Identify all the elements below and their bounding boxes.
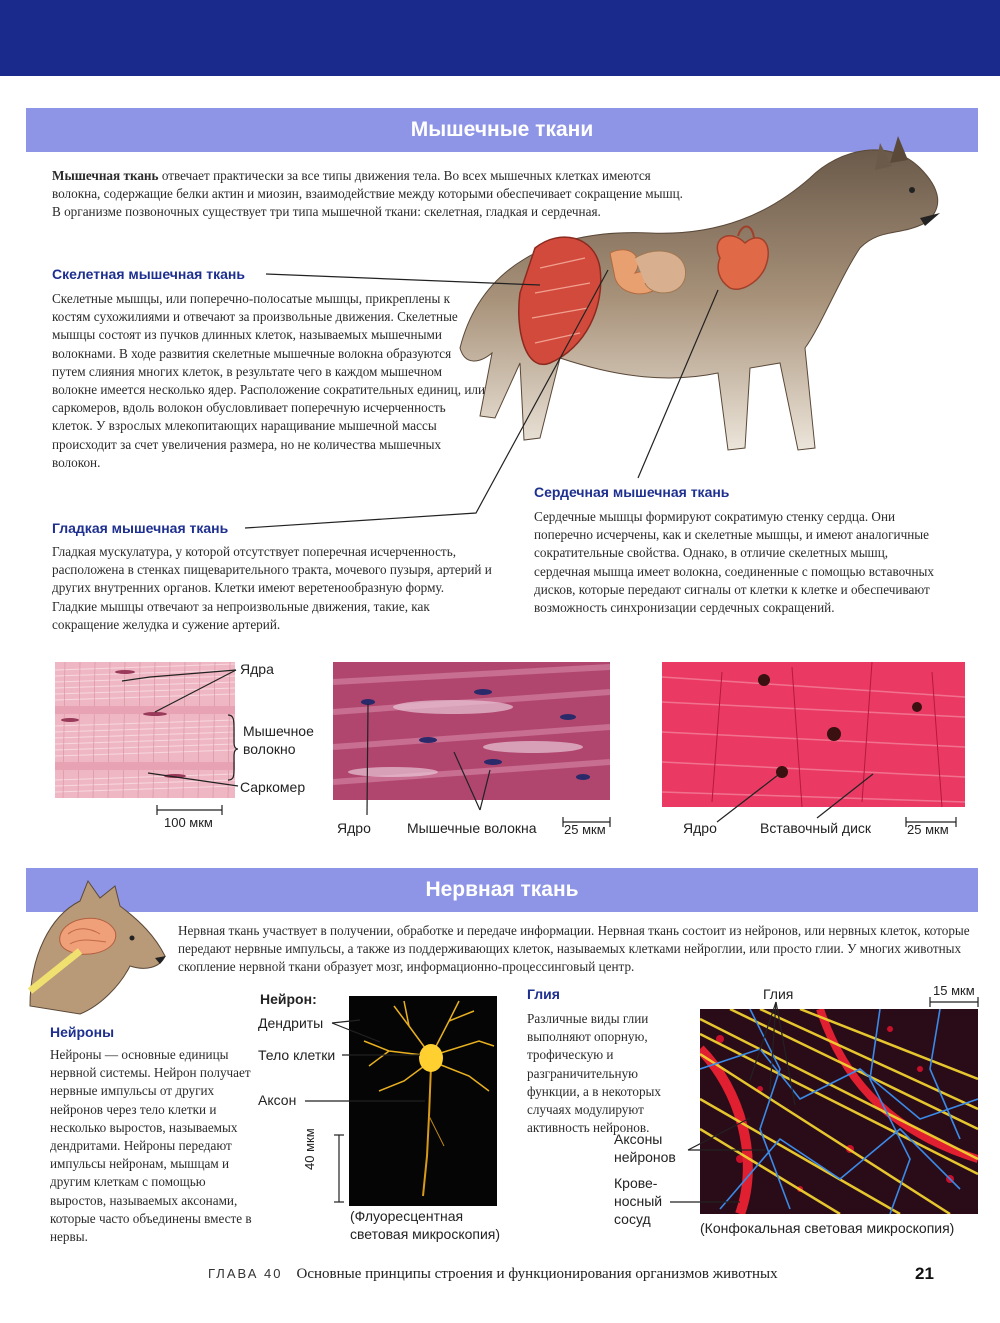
label-sarcomere: Саркомер bbox=[240, 779, 306, 795]
footer-title: Основные принципы строения и функционирования организмов животных bbox=[296, 1266, 778, 1282]
fibers-leader-1 bbox=[454, 752, 480, 810]
smooth-micrograph-leaders bbox=[330, 660, 620, 840]
label-nucleus-cardiac: Ядро bbox=[683, 820, 717, 836]
cardiac-micrograph-leaders bbox=[660, 660, 970, 840]
label-nucleus-smooth: Ядро bbox=[337, 820, 371, 836]
glia-heading: Глия bbox=[527, 986, 560, 1002]
label-vessel-2: носный bbox=[614, 1193, 663, 1209]
smooth-leader-line bbox=[245, 270, 608, 528]
scale-label-25-a: 25 мкм bbox=[564, 822, 606, 837]
nucleus-leader bbox=[367, 704, 368, 815]
label-axons-1: Аксоны bbox=[614, 1131, 663, 1147]
smooth-text: Гладкая мускулатура, у которой отсутствует поперечная исчерченность, расположена в стенках пищеварительного тракта, мочевого пузыря, артерий и других внутренних органов. Клетки имеют веретенообразную форму. Гладкие мышцы отвечают за непроизвольные движения, такие, как сокращение желудка и сужение артерий. bbox=[52, 544, 492, 632]
muscle-intro-body: отвечает практически за все типы движения тела. Во всех мышечных клетках имеются волокна, содержащие белки актин и миозин, взаимодействие между которыми обеспечивает сокращение мышц. В организме позвоночных существует три типа мышечной ткани: скелетная, гладкая и сердечная. bbox=[52, 168, 683, 220]
disc-leader bbox=[817, 774, 873, 818]
label-cell-body: Тело клетки bbox=[258, 1047, 336, 1063]
label-muscle-fiber-2: волокно bbox=[243, 741, 296, 757]
label-axons-2: нейронов bbox=[614, 1149, 676, 1165]
nerve-intro-text: Нервная ткань участвует в получении, обработке и передаче информации. Нервная ткань состоит из нейронов, или нервных клеток, которые передают нервные импульсы, а также из поддерживающих клеток, называемых клетками нейроглии, или просто глии. У многих животных скопление нервной ткани образует мозг, информационно-процессинговый центр. bbox=[178, 923, 970, 975]
fibers-leader-2 bbox=[480, 770, 490, 810]
neuron-caption-2: световая микроскопия) bbox=[350, 1226, 501, 1242]
label-intercalated-disc: Вставочный диск bbox=[760, 820, 872, 836]
cardiac-heading: Сердечная мышечная ткань bbox=[534, 484, 730, 500]
scale-label-15: 15 мкм bbox=[933, 983, 975, 998]
glia-caption: (Конфокальная световая микроскопия) bbox=[700, 1220, 955, 1236]
scale-label-100: 100 мкм bbox=[164, 815, 213, 830]
skeletal-text: Скелетные мышцы, или поперечно-полосатые мышцы, прикреплены к костям сухожилиями и отвечают за произвольные движения. Скелетные мышцы состоят из пучков длинных клеток, называемых мышечными волокнами. В ходе развития скелетные мышечные волокна образуются путем слияния многих клеток, в результате чего в каждом мышечном волокне имеется несколько ядер. Расположение сократительных единиц, или саркомеров, вдоль волокон обусловливает поперечную исчерченность клеток. У взрослых млекопитающих наращивание мышечной массы происходит за счет увеличения размера, но не количества мышечных волокон. bbox=[52, 291, 486, 470]
label-vessel-3: сосуд bbox=[614, 1211, 651, 1227]
skeletal-leader-line bbox=[266, 274, 540, 285]
cardiac-text: Сердечные мышцы формируют сократимую стенку сердца. Они поперечно исчерчены, как и скелетные мышцы, и имеют аналогичные сократительные свойства. Однако, в отличие скелетных мышц, сердечная мышца имеет волокна, соединенные с помощью вставочных дисков, которые передают сигналы от клетки к клетке и обеспечивают возможность синхронизации сердечных сокращений. bbox=[534, 509, 935, 616]
label-muscle-fiber-1: Мышечное bbox=[243, 723, 314, 739]
neuron-caption-1: (Флуоресцентная bbox=[350, 1208, 464, 1224]
neuron-leaders bbox=[250, 990, 510, 1230]
page-footer bbox=[208, 1266, 968, 1283]
label-dendrites: Дендриты bbox=[258, 1015, 324, 1031]
label-nuclei: Ядра bbox=[240, 661, 274, 677]
glia-leader-2 bbox=[770, 1002, 776, 1090]
wolf-head-illustration bbox=[20, 876, 170, 1016]
page-number: 21 bbox=[915, 1264, 934, 1283]
footer-chapter: ГЛАВА 40 bbox=[208, 1266, 283, 1281]
sarcomere-leader bbox=[148, 773, 238, 786]
skeletal-heading: Скелетная мышечная ткань bbox=[52, 266, 245, 282]
nerve-section-title: Нервная ткань bbox=[425, 878, 579, 901]
glia-leader-1 bbox=[750, 1002, 776, 1080]
fiber-bracket bbox=[228, 715, 238, 780]
neurons-heading: Нейроны bbox=[50, 1024, 115, 1040]
dendrites-leader-2 bbox=[332, 1023, 380, 1042]
label-glia: Глия bbox=[763, 986, 794, 1002]
scale-label-25-b: 25 мкм bbox=[907, 822, 949, 837]
smooth-heading: Гладкая мышечная ткань bbox=[52, 520, 229, 536]
dendrites-leader-1 bbox=[332, 1020, 360, 1023]
glia-leader-3 bbox=[776, 1002, 795, 1105]
muscle-intro-term: Мышечная ткань bbox=[52, 168, 159, 183]
cardiac-nucleus-leader bbox=[717, 775, 778, 822]
label-vessel-1: Крове- bbox=[614, 1175, 658, 1191]
neurons-text: Нейроны — основные единицы нервной системы. Нейрон получает нервные импульсы от других нейронов через тело клетки и несколько выростов, называемых дендритами. Нейроны передают импульсы нейронам, мышцам и другим клеткам с помощью выростов, называемых аксонами, которые часто объединены вместе в нервы. bbox=[50, 1047, 252, 1245]
cardiac-leader-line bbox=[638, 290, 718, 478]
muscle-section-title: Мышечные ткани bbox=[410, 118, 594, 141]
neuron-figure-title: Нейрон: bbox=[260, 991, 317, 1007]
axons-leader-1 bbox=[688, 1118, 750, 1150]
nuclei-leader-bottom bbox=[155, 670, 236, 712]
glia-text: Различные виды глии выполняют опорную, трофическую и разграничительную функции, а в некоторых случаях модулируют активность нейронов. bbox=[527, 1011, 662, 1136]
scale-label-40: 40 мкм bbox=[302, 1128, 317, 1170]
label-axon: Аксон bbox=[258, 1092, 297, 1108]
label-muscle-fibers: Мышечные волокна bbox=[407, 820, 537, 836]
